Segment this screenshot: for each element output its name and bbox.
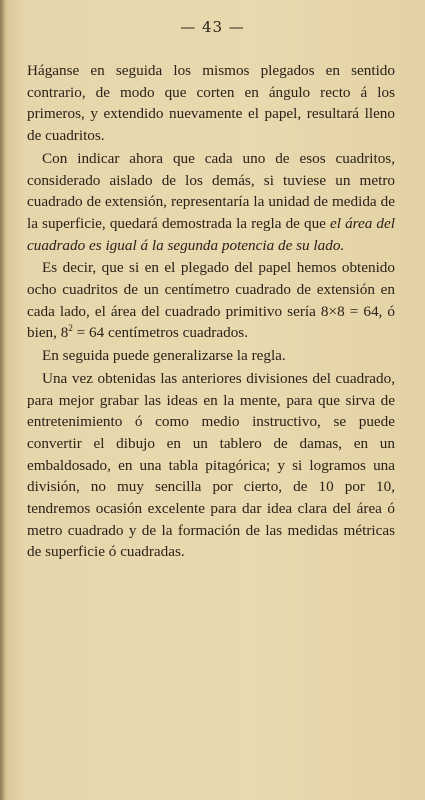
paragraph-3-exponent: 2 bbox=[68, 323, 73, 334]
paragraph-3-text-after: = 64 centímetros cuadrados. bbox=[72, 324, 248, 342]
paragraph-2-text: Con indicar ahora que cada uno de esos cuadritos, considerado aislado de los demás, si tuviese un metro cuadrado de extensión, representaría la unidad de medida de la superficie, quedará demostrada la regla de que bbox=[27, 149, 395, 232]
paragraph-2-rule-italic: el área del cuadrado es igual á la segunda potencia de su lado. bbox=[27, 214, 395, 254]
paragraph-2 bbox=[27, 148, 395, 257]
paragraph-5: Una vez obtenidas las anteriores divisiones del cuadrado, para mejor grabar las ideas en la mente, para que sirva de entretenimiento ó como medio instructivo, se puede convertir el dibujo en un tablero de damas, en un embaldosado, en una tabla pitagórica; y si logramos una división, no muy sencilla por cierto, de 10 por 10, tendremos ocasión excelente para dar idea clara del área ó metro cuadrado y de la formación de las medidas métricas de superficie ó cuadradas. bbox=[27, 369, 395, 561]
paragraph-3-text: Es decir, que si en el plegado del papel hemos obtenido ocho cuadritos de un centímetro cuadrado de extensión en cada lado, el área del cuadrado primitivo sería 8×8 = 64, ó bien, 8 bbox=[27, 259, 395, 342]
page-number: — 43 — bbox=[180, 18, 245, 36]
paragraph-3 bbox=[27, 257, 395, 344]
body-text bbox=[27, 60, 395, 563]
page-spine-shadow bbox=[0, 0, 6, 800]
paragraph-1: Háganse en seguida los mismos plegados en sentido contrario, de modo que corten en ángulo recto á los primeros, y extendido nuevamente el papel, resultará lleno de cuadritos. bbox=[27, 62, 395, 145]
paragraph-4: En seguida puede generalizarse la regla. bbox=[42, 347, 286, 365]
